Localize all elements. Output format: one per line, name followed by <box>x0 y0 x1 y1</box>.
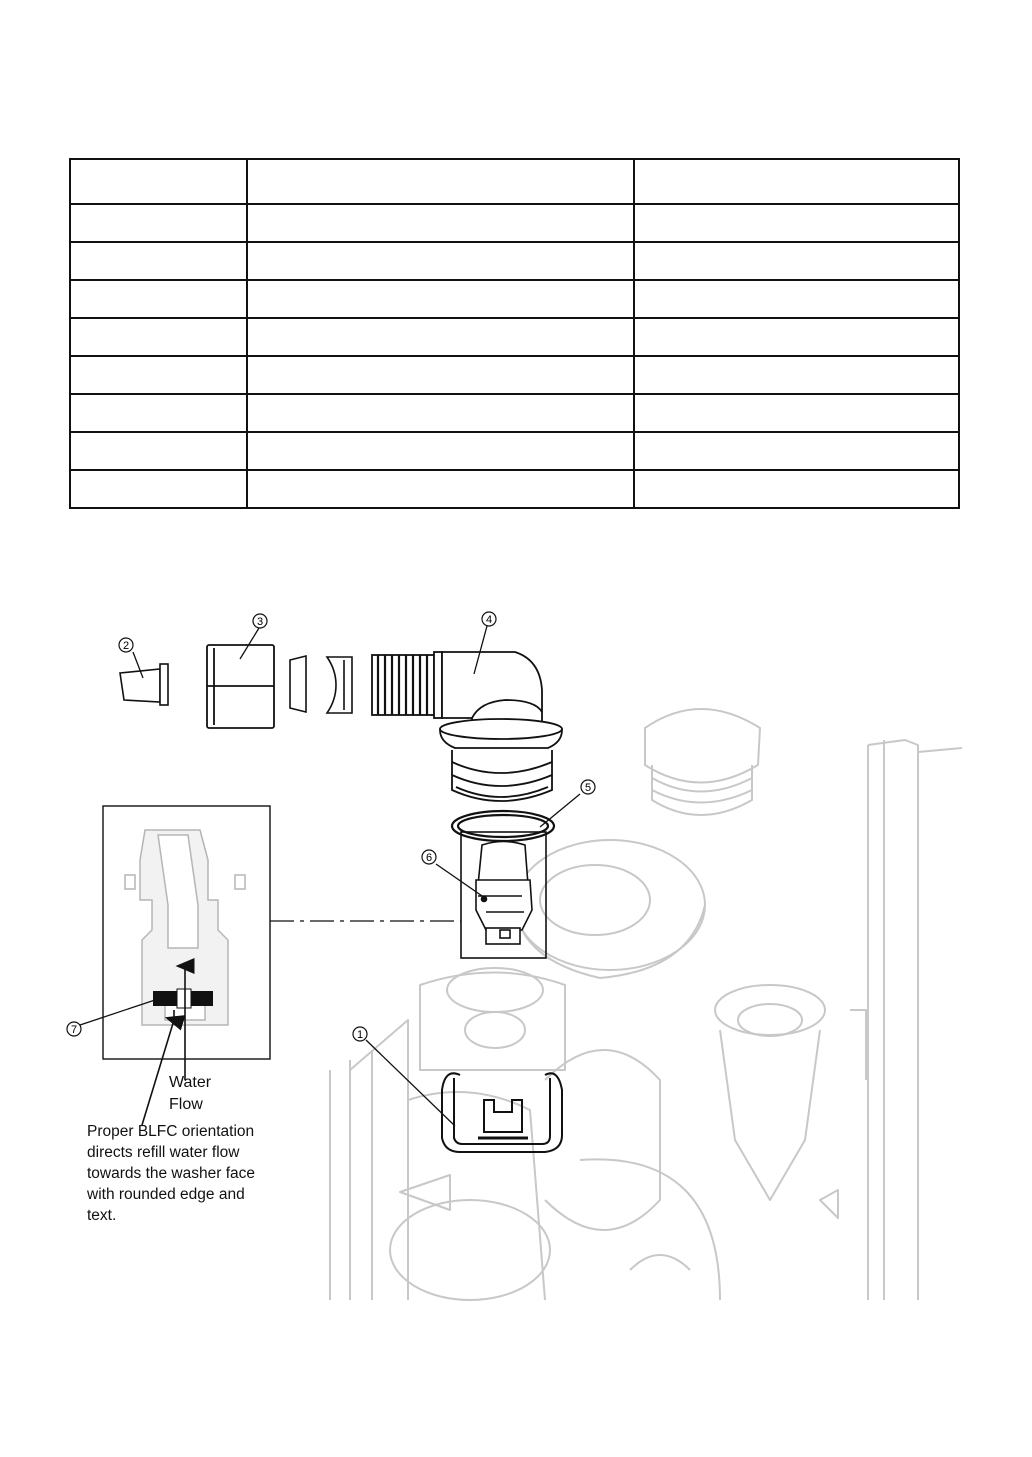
table-cell <box>247 280 634 318</box>
table-cell <box>70 242 247 280</box>
table-cell <box>247 470 634 508</box>
table-cell <box>634 470 959 508</box>
table-cell <box>70 280 247 318</box>
table-cell <box>247 242 634 280</box>
callout-3 <box>253 614 267 628</box>
callout-label: 2 <box>122 640 130 652</box>
table-cell <box>247 432 634 470</box>
parts-table <box>69 158 960 509</box>
note-line: directs refill water flow <box>87 1144 240 1161</box>
table-cell <box>634 159 959 204</box>
table-cell <box>247 394 634 432</box>
callout-1 <box>353 1027 367 1041</box>
part-6-blfc <box>461 832 546 958</box>
callout-label: 3 <box>256 616 264 628</box>
table-cell <box>247 204 634 242</box>
callout-label: 6 <box>425 852 433 864</box>
table-cell <box>247 159 634 204</box>
flow-label-line: Water <box>169 1074 212 1091</box>
table-cell <box>70 204 247 242</box>
table-row <box>70 280 959 318</box>
table-cell <box>247 356 634 394</box>
callout-6 <box>422 850 436 864</box>
table-cell <box>634 356 959 394</box>
table-row <box>70 470 959 508</box>
part-1-clip <box>442 1073 562 1152</box>
part-5-o-ring <box>452 811 554 841</box>
table-row <box>70 432 959 470</box>
note-line: Proper BLFC orientation <box>87 1123 255 1140</box>
callout-5 <box>581 780 595 794</box>
table-cell <box>634 394 959 432</box>
callout-label: 7 <box>70 1024 78 1036</box>
table-cell <box>634 242 959 280</box>
table-cell <box>70 318 247 356</box>
callout-label: 4 <box>485 614 493 626</box>
table-row <box>70 318 959 356</box>
table-cell <box>634 432 959 470</box>
callout-2 <box>119 638 133 652</box>
table-cell <box>70 356 247 394</box>
ferrule-parts <box>290 656 352 713</box>
note-line: text. <box>87 1207 117 1224</box>
flow-label-line: Flow <box>169 1096 203 1113</box>
table-row <box>70 204 959 242</box>
note-line: towards the washer face <box>87 1165 256 1182</box>
callout-label: 1 <box>356 1029 364 1041</box>
callout-label: 5 <box>584 782 592 794</box>
table-cell <box>247 318 634 356</box>
table-cell <box>634 204 959 242</box>
table-cell <box>70 159 247 204</box>
table-cell <box>70 394 247 432</box>
table-cell <box>70 432 247 470</box>
table-row <box>70 356 959 394</box>
table-cell <box>634 280 959 318</box>
callout-4 <box>482 612 496 626</box>
callout-7 <box>67 1022 81 1036</box>
table-row <box>70 394 959 432</box>
table-cell <box>634 318 959 356</box>
exploded-diagram <box>0 560 1032 1320</box>
table-row <box>70 242 959 280</box>
orientation-note <box>86 1123 255 1224</box>
water-flow-label <box>169 1074 212 1113</box>
table-cell <box>70 470 247 508</box>
part-2-flow-control <box>120 664 168 705</box>
table-header-row <box>70 159 959 204</box>
note-line: with rounded edge and <box>87 1186 245 1203</box>
valve-body-background <box>330 709 962 1300</box>
part-4-elbow <box>372 652 562 801</box>
